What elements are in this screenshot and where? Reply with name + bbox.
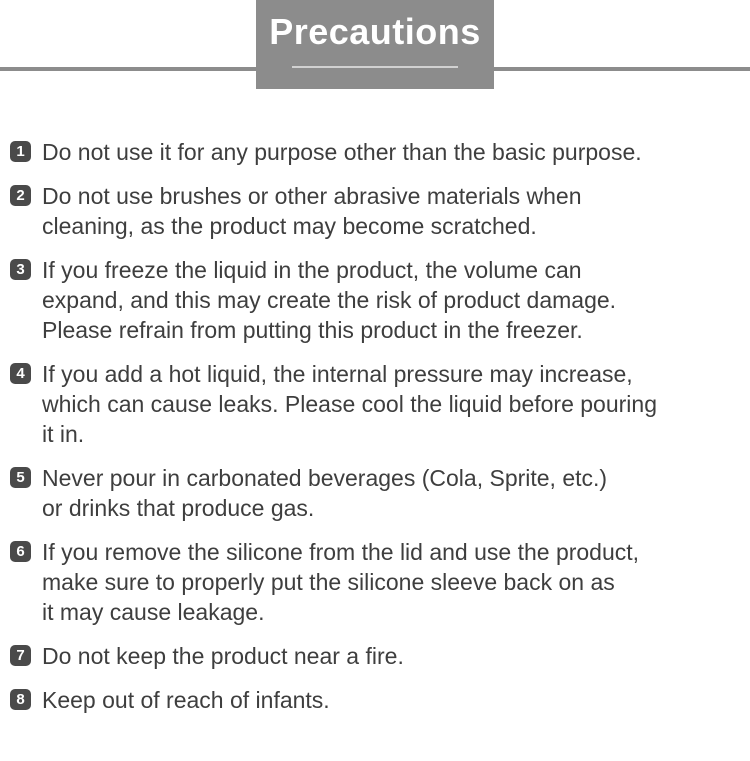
item-number-badge: 7 (10, 645, 31, 666)
list-item (10, 255, 748, 345)
item-number-badge: 3 (10, 259, 31, 280)
item-text-line: If you freeze the liquid in the product, the volume can (42, 257, 582, 283)
item-text (42, 685, 330, 715)
precautions-header (0, 0, 750, 90)
item-number-badge: 2 (10, 185, 31, 206)
list-item (10, 685, 748, 715)
list-item (10, 181, 748, 241)
list-item (10, 359, 748, 449)
header-title-box (256, 0, 494, 89)
item-text-line: it may cause leakage. (42, 599, 265, 625)
item-text-line: it in. (42, 421, 85, 447)
list-item (10, 137, 748, 167)
item-text-line: which can cause leaks. Please cool the liquid before pouring (42, 391, 657, 417)
item-text-line: Never pour in carbonated beverages (Cola, Sprite, etc.) (42, 465, 608, 491)
item-text (42, 537, 639, 627)
page-title: Precautions (269, 11, 481, 52)
item-text-line: expand, and this may create the risk of product damage. (42, 287, 617, 313)
item-text-line: Do not use brushes or other abrasive materials when (42, 183, 582, 209)
item-text (42, 137, 642, 167)
item-text (42, 463, 607, 523)
title-underline (292, 66, 458, 68)
item-number-badge: 6 (10, 541, 31, 562)
item-number-badge: 1 (10, 141, 31, 162)
item-text-line: If you add a hot liquid, the internal pressure may increase, (42, 361, 633, 387)
item-text-line: Do not keep the product near a fire. (42, 643, 404, 669)
item-number-badge: 4 (10, 363, 31, 384)
item-text-line: Please refrain from putting this product in the freezer. (42, 317, 583, 343)
item-text-line: cleaning, as the product may become scratched. (42, 213, 537, 239)
list-item (10, 641, 748, 671)
list-item (10, 537, 748, 627)
item-text (42, 641, 404, 671)
item-number-badge: 5 (10, 467, 31, 488)
list-item (10, 463, 748, 523)
item-number-badge: 8 (10, 689, 31, 710)
item-text-line: make sure to properly put the silicone sleeve back on as (42, 569, 615, 595)
item-text (42, 255, 616, 345)
item-text-line: Do not use it for any purpose other than the basic purpose. (42, 139, 642, 165)
item-text-line: If you remove the silicone from the lid and use the product, (42, 539, 640, 565)
item-text (42, 181, 582, 241)
item-text (42, 359, 657, 449)
item-text-line: or drinks that produce gas. (42, 495, 315, 521)
precaution-list (10, 137, 748, 729)
item-text-line: Keep out of reach of infants. (42, 687, 330, 713)
